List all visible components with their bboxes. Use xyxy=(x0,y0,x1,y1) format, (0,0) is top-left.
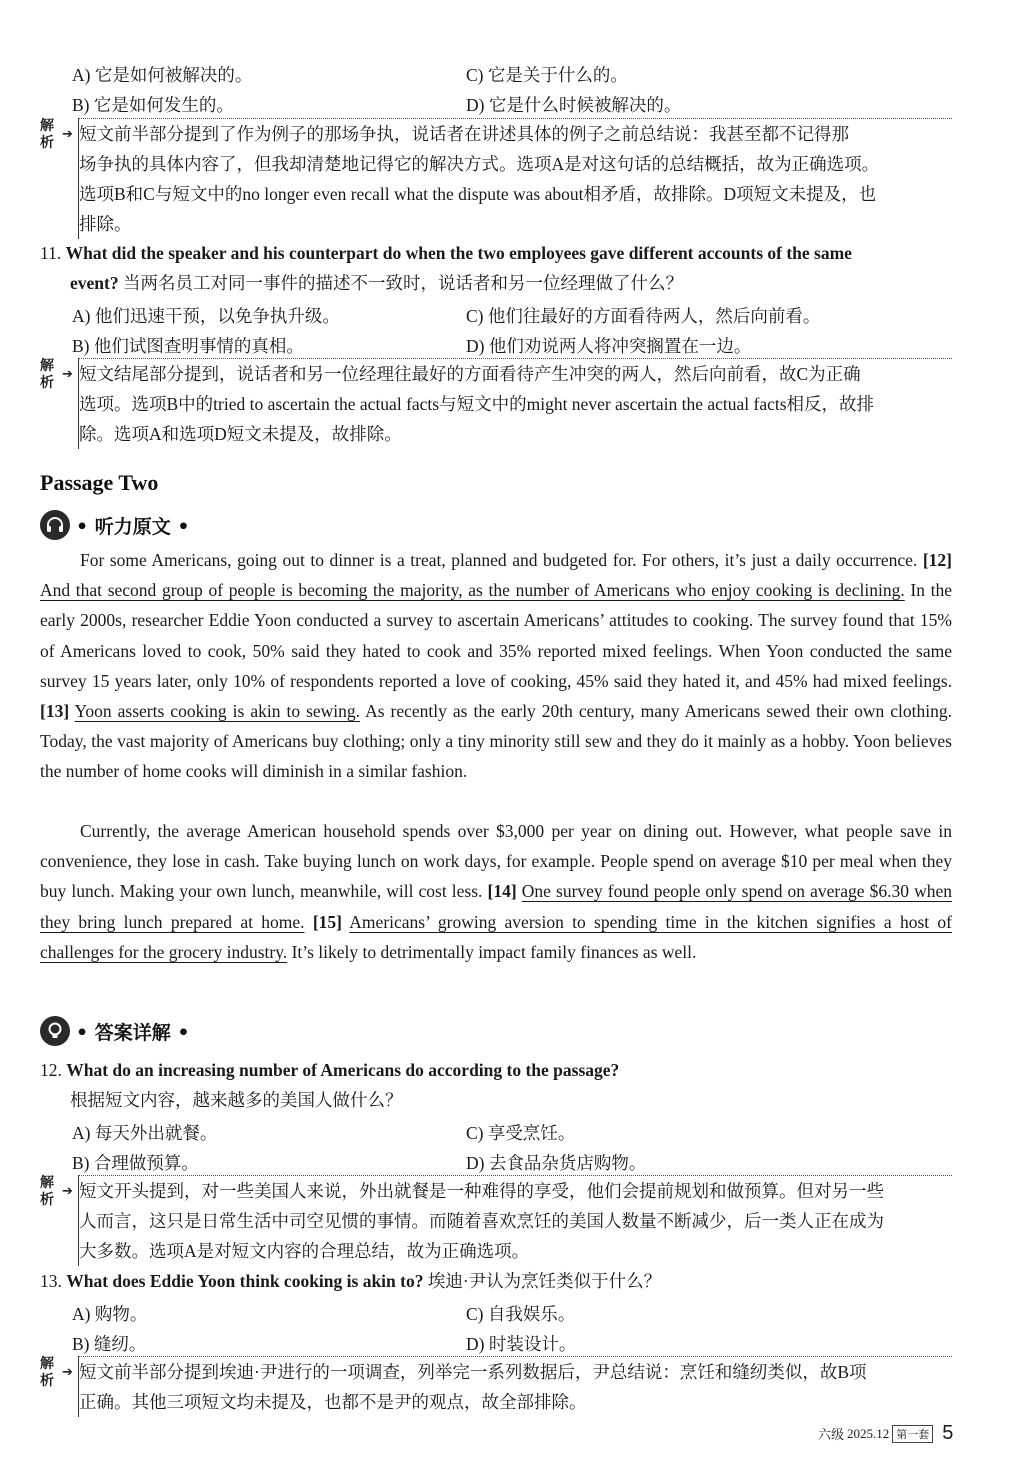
q13-option-d: D) 时装设计。 xyxy=(466,1334,577,1354)
q12-option-b: B) 合理做预算。 xyxy=(72,1153,199,1173)
underlined-13: Yoon asserts cooking is akin to sewing. xyxy=(74,701,361,722)
explanation-tag: 解 析 xyxy=(40,1356,54,1389)
q13-text-en: What does Eddie Yoon think cooking is akin to? xyxy=(66,1271,424,1291)
footer-date: 2025.12 xyxy=(847,1425,890,1441)
q12-option-a: A) 每天外出就餐。 xyxy=(72,1123,218,1143)
q11-question xyxy=(40,238,952,298)
q10-option-a: A) 它是如何被解决的。 xyxy=(72,65,253,85)
headphones-icon xyxy=(40,510,70,540)
marker-15: [15] xyxy=(312,911,342,932)
q11-text-en-2: event? xyxy=(70,273,119,293)
q12-option-d: D) 去食品杂货店购物。 xyxy=(466,1153,647,1173)
q13-question xyxy=(40,1266,952,1296)
q13-number: 13. xyxy=(40,1271,62,1291)
explanation-tag: 解 析 xyxy=(40,1175,54,1208)
footer-level: 六级 xyxy=(818,1427,845,1442)
q11-option-d: D) 他们劝说两人将冲突搁置在一边。 xyxy=(466,336,752,356)
q12-question xyxy=(40,1055,952,1115)
q12-expl-line-3: 大多数。选项A是对短文内容的合理总结，故为正确选项。 xyxy=(79,1241,530,1261)
q13-option-a: A) 购物。 xyxy=(72,1304,148,1324)
underlined-15: Americans’ growing aversion to spending time in the kitchen signifies a host of challenges for the grocery industry. xyxy=(40,911,952,962)
q11-option-a: A) 他们迅速干预，以免争执升级。 xyxy=(72,306,340,326)
q12-explanation xyxy=(40,1175,952,1266)
q13-option-b: B) 缝纫。 xyxy=(72,1334,147,1354)
explanation-tag: 解 析 xyxy=(40,118,54,151)
page-number: 5 xyxy=(942,1422,954,1444)
q12-expl-line-1: 短文开头提到，对一些美国人来说，外出就餐是一种难得的享受，他们会提前规划和做预算。但对另一些 xyxy=(79,1181,884,1201)
page-footer xyxy=(818,1422,953,1445)
explanation-tag: 解 析 xyxy=(40,358,54,391)
q11-explanation xyxy=(40,358,952,449)
q10-expl-line-2: 场争执的具体内容了，但我却清楚地记得它的解决方式。选项A是对这句话的总结概括，故为正确选项。 xyxy=(79,154,880,174)
q12-option-c: C) 享受烹饪。 xyxy=(466,1123,576,1143)
q11-option-c: C) 他们往最好的方面看待两人，然后向前看。 xyxy=(466,306,821,326)
marker-13: [13] xyxy=(40,701,70,722)
q10-expl-line-3: 选项B和C与短文中的no longer even recall what the dispute was about相矛盾，故排除。D项短文未提及，也 xyxy=(79,184,877,204)
q10-option-c: C) 它是关于什么的。 xyxy=(466,65,628,85)
q11-expl-line-3: 除。选项A和选项D短文未提及，故排除。 xyxy=(79,424,402,444)
q10-explanation xyxy=(40,118,952,239)
footer-set: 第一套 xyxy=(892,1425,933,1443)
q11-expl-line-1: 短文结尾部分提到，说话者和另一位经理往最好的方面看待产生冲突的两人，然后向前看，故C为正确 xyxy=(79,364,861,384)
lightbulb-icon xyxy=(40,1016,70,1046)
q11-expl-line-2: 选项。选项B中的tried to ascertain the actual facts与短文中的might never ascertain the actual facts相反，故排 xyxy=(79,394,875,414)
section-header-transcript xyxy=(40,508,190,542)
arrow-icon: ➔ xyxy=(62,127,73,142)
q10-expl-line-1: 短文前半部分提到了作为例子的那场争执，说话者在讲述具体的例子之前总结说：我甚至都不记得那 xyxy=(79,124,849,144)
q10-expl-line-4: 排除。 xyxy=(79,214,132,234)
section-label: • 听力原文 • xyxy=(76,515,190,538)
q12-text-en: What do an increasing number of Americans do according to the passage? xyxy=(66,1060,620,1080)
arrow-icon: ➔ xyxy=(62,1365,73,1380)
q13-option-c: C) 自我娱乐。 xyxy=(466,1304,576,1324)
arrow-icon: ➔ xyxy=(62,1184,73,1199)
transcript-paragraph-2: Currently, the average American household spends over $3,000 per year on dining out. However, what people save in convenience, they lose in cash. Take buying lunch on work days, for example. People spend on average $10 per meal when they buy lunch. Making your own lunch, meanwhile, will cost less. [14] One survey found people only spend on average $6.30 when they bring lunch prepared at home. [15] Americans’ growing aversion to spending time in the kitchen signifies a host of challenges for the grocery industry. It’s likely to detrimentally impact family finances as well. xyxy=(40,821,953,962)
transcript-paragraph-1: For some Americans, going out to dinner is a treat, planned and budgeted for. For others, it’s just a daily occurrence. [12] And that second group of people is becoming the majority, as the number of Americans who enjoy cooking is declining. In the early 2000s, researcher Eddie Yoon conducted a survey to ascertain Americans’ attitudes to cooking. The survey found that 15% of Americans loved to cook, 50% said they hated to cook and 35% reported mixed feelings. When Yoon conducted the same survey 15 years later, only 10% of respondents reported a love of cooking, 45% said they hated it, and 45% had mixed feelings. [13] Yoon asserts cooking is akin to sewing. As recently as the early 20th century, many Americans sewed their own clothing. Today, the vast majority of Americans buy clothing; only a tiny minority still sew and they do it mainly as a hobby. Yoon believes the number of home cooks will diminish in a similar fashion. xyxy=(40,550,952,782)
underlined-14: One survey found people only spend on average $6.30 when they bring lunch prepared at home. xyxy=(40,881,953,932)
q13-expl-line-1: 短文前半部分提到埃迪·尹进行的一项调查，列举完一系列数据后，尹总结说：烹饪和缝纫类似，故B项 xyxy=(79,1362,867,1382)
section-header-answers xyxy=(40,1014,190,1048)
q10-option-b: B) 它是如何发生的。 xyxy=(72,95,234,115)
section-label: • 答案详解 • xyxy=(76,1021,190,1044)
q10-option-d: D) 它是什么时候被解决的。 xyxy=(466,95,682,115)
q12-number: 12. xyxy=(40,1060,62,1080)
q11-text-cn: 当两名员工对同一事件的描述不一致时，说话者和另一位经理做了什么？ xyxy=(118,273,683,293)
q12-expl-line-2: 人而言，这只是日常生活中司空见惯的事情。而随着喜欢烹饪的美国人数量不断减少，后一类人正在成为 xyxy=(79,1211,884,1231)
marker-12: [12] xyxy=(922,550,952,570)
arrow-icon: ➔ xyxy=(62,367,73,382)
q13-explanation xyxy=(40,1356,952,1417)
q13-text-cn: 埃迪·尹认为烹饪类似于什么？ xyxy=(423,1271,662,1291)
q12-text-cn: 根据短文内容，越来越多的美国人做什么？ xyxy=(70,1090,403,1110)
q13-expl-line-2: 正确。其他三项短文均未提及，也都不是尹的观点，故全部排除。 xyxy=(79,1392,587,1412)
q11-option-b: B) 他们试图查明事情的真相。 xyxy=(72,336,304,356)
passage-title: Passage Two xyxy=(40,470,159,495)
q11-text-en-1: What did the speaker and his counterpart do when the two employees gave different accounts of the same xyxy=(65,243,852,263)
marker-14: [14] xyxy=(487,881,517,902)
underlined-12: And that second group of people is becoming the majority, as the number of Americans who enjoy cooking is declining. xyxy=(40,580,905,601)
q11-number: 11. xyxy=(40,243,62,263)
